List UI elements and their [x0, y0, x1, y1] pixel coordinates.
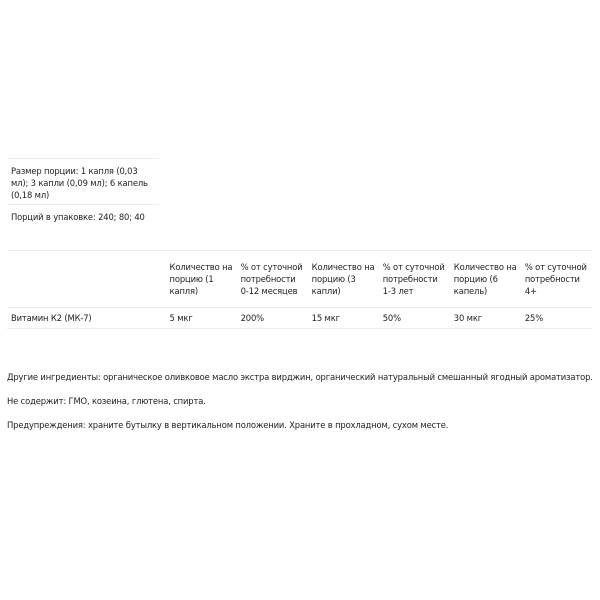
- table-header-row: [7, 251, 592, 308]
- table-row: [7, 308, 592, 329]
- amount-3-drops: 15 мкг: [308, 308, 379, 329]
- supplement-facts-table: [7, 250, 592, 329]
- header-dv-0-12-months: % от суточной потребности 0-12 месяцев: [237, 251, 308, 308]
- serving-info: [7, 158, 159, 250]
- header-amount-1-drop: Количество на порцию (1 капля): [166, 251, 237, 308]
- nutrient-name: Витамин К2 (МК-7): [7, 308, 166, 329]
- amount-1-drop: 5 мкг: [166, 308, 237, 329]
- header-dv-1-3-years: % от суточной потребности 1-3 лет: [379, 251, 450, 308]
- product-notes: [7, 371, 593, 443]
- amount-6-drops: 30 мкг: [450, 308, 521, 329]
- header-amount-6-drops: Количество на порцию (6 капель): [450, 251, 521, 308]
- servings-per-container: Порций в упаковке: 240; 80; 40: [11, 212, 145, 222]
- header-empty: [7, 251, 166, 308]
- serving-size: Размер порции: 1 капля (0,03 мл); 3 капли (0,09 мл); 6 капель (0,18 мл): [7, 159, 159, 205]
- free-from: Не содержит: ГМО, козеина, глютена, спирта.: [7, 396, 206, 406]
- dv-4-plus: 25%: [521, 308, 592, 329]
- other-ingredients: Другие ингредиенты: органическое оливковое масло экстра вирджин, органический натуральный смешанный ягодный ароматизатор.: [7, 372, 593, 382]
- dv-1-3-years: 50%: [379, 308, 450, 329]
- header-dv-4-plus: % от суточной потребности 4+: [521, 251, 592, 308]
- header-amount-3-drops: Количество на порцию (3 капли): [308, 251, 379, 308]
- warnings: Предупреждения: храните бутылку в вертикальном положении. Храните в прохладном, сухом месте.: [7, 420, 449, 430]
- dv-0-12-months: 200%: [237, 308, 308, 329]
